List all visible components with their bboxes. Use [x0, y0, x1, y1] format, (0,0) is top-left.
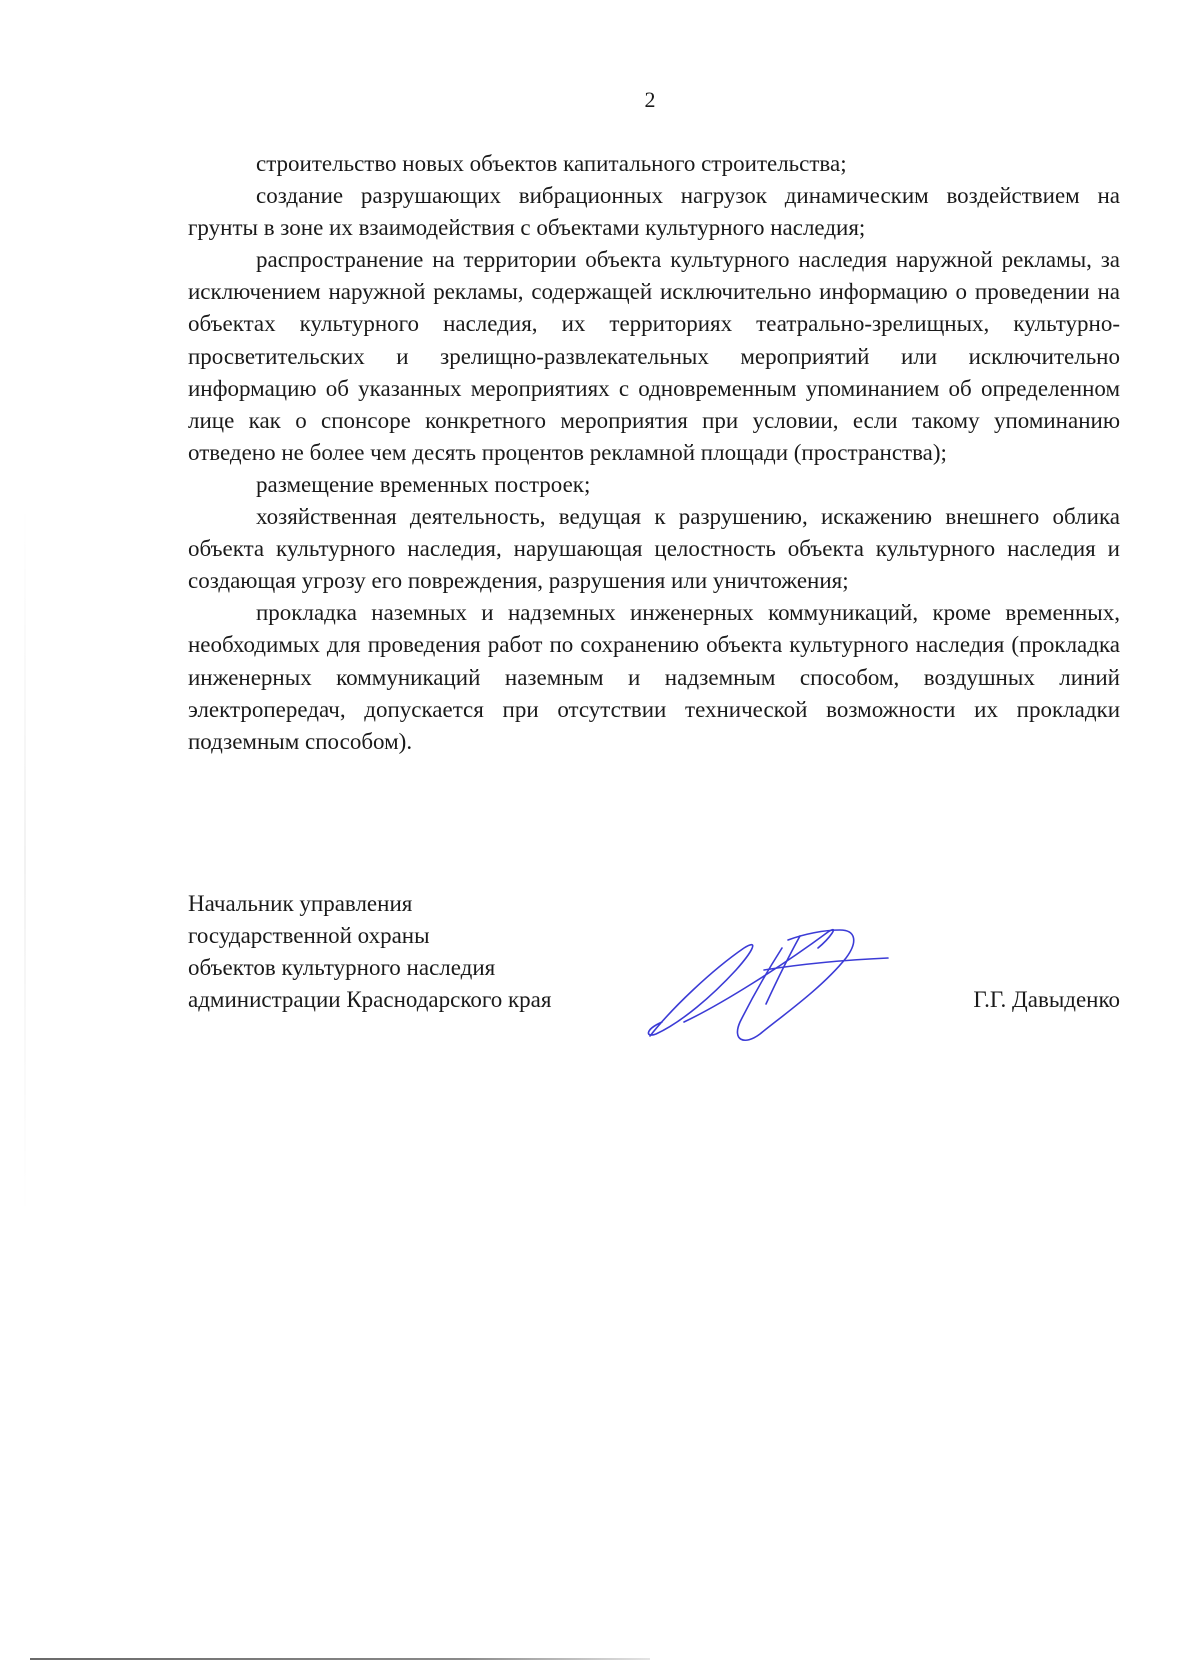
signer-position — [188, 888, 551, 1016]
page-number: 2 — [644, 87, 656, 112]
signer-position-line: Начальник управления — [188, 891, 413, 916]
bottom-rule — [30, 1658, 650, 1660]
signer-position-line: государственной охраны — [188, 923, 430, 948]
paragraph-temporary-buildings: размещение временных построек; — [256, 471, 591, 497]
signer-name: Г.Г. Давыденко — [973, 987, 1120, 1012]
signature-block — [188, 888, 1120, 1068]
document-body — [188, 148, 1120, 758]
signer-position-line: объектов культурного наследия — [188, 955, 496, 980]
signer-position-line: администрации Краснодарского края — [188, 987, 552, 1012]
paragraph-vibration-loads: создание разрушающих вибрационных нагрузок динамическим воздействием на грунты в зоне их взаимодействия с объектами культурного наследия; — [188, 183, 1120, 241]
paragraph-new-construction: строительство новых объектов капитального строительства; — [256, 151, 847, 176]
paragraph-outdoor-advertising: распространение на территории объекта культурного наследия наружной рекламы, за исключением наружной рекламы, содержащей исключительно информацию о проведении на объектах культурного наследия, их территориях театрально-зрелищных, культурно-просветительских и зрелищно-развлекательных мероприятий или исключительно информацию об указанных мероприятиях с одновременным упоминанием об определенном лице как о спонсоре конкретного мероприятия при условии, если такому упоминанию отведено не более чем десять процентов рекламной площади (пространства); — [188, 247, 1120, 465]
handwritten-signature — [632, 918, 902, 1048]
paragraph-utility-lines: прокладка наземных и надземных инженерных коммуникаций, кроме временных, необходимых для проведения работ по сохранению объекта культурного наследия (прокладка инженерных коммуникаций наземным и надземным способом, воздушных линий электропередач, допускается при отсутствии технической возможности их прокладки подземным способом). — [188, 600, 1120, 754]
paragraph-economic-activity: хозяйственная деятельность, ведущая к разрушению, искажению внешнего облика объекта культурного наследия, нарушающая целостность объекта культурного наследия и создающая угрозу его повреждения, разрушения или уничтожения; — [188, 504, 1120, 594]
scan-edge-shadow — [24, 500, 26, 1220]
